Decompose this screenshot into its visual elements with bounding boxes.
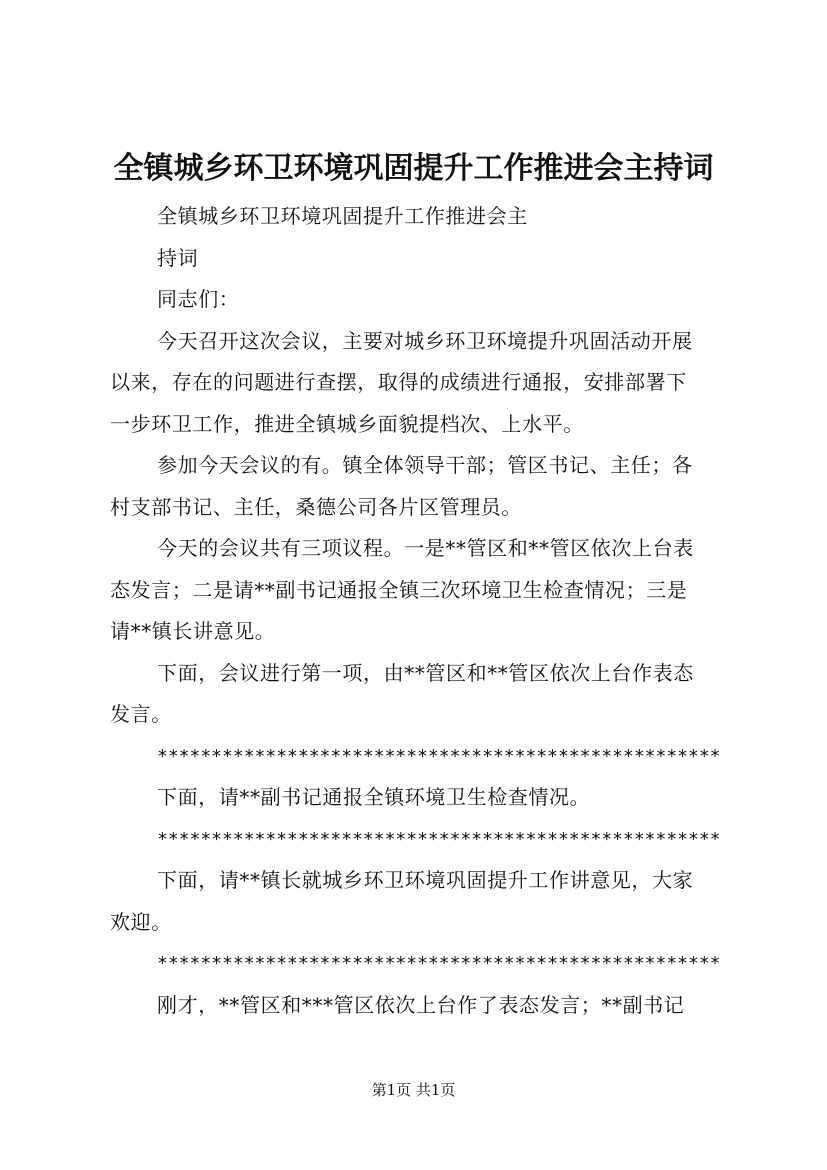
separator-line: **************************************************** bbox=[157, 828, 721, 850]
text-line: 下面，会议进行第一项，由**管区和**管区依次上台作表态 bbox=[157, 660, 694, 685]
page-footer: 第1页 共1页 bbox=[371, 1081, 456, 1099]
text-line: 以来，存在的问题进行查摆，取得的成绩进行通报，安排部署下 bbox=[110, 370, 687, 394]
separator-line: **************************************************** bbox=[157, 953, 721, 974]
document-title: 全镇城乡环卫环境巩固提升工作推进会主持词 bbox=[113, 151, 714, 186]
text-line: 发言。 bbox=[110, 702, 172, 726]
separator-line: **************************************************** bbox=[157, 745, 721, 767]
text-line: 一步环卫工作，推进全镇城乡面貌提档次、上水平。 bbox=[110, 411, 584, 436]
text-line: 请**镇长讲意见。 bbox=[110, 619, 276, 643]
text-line: 今天召开这次会议，主要对城乡环卫环境提升巩固活动开展 bbox=[157, 328, 693, 353]
text-line: 全镇城乡环卫环境巩固提升工作推进会主 bbox=[157, 204, 528, 228]
text-line: 下面，请**副书记通报全镇环境卫生检查情况。 bbox=[157, 785, 591, 809]
text-line: 下面，请**镇长就城乡环卫环境巩固提升工作讲意见，大家 bbox=[157, 868, 694, 892]
text-line: 欢迎。 bbox=[110, 909, 172, 934]
document-body bbox=[110, 196, 722, 1026]
text-line: 参加今天会议的有。镇全体领导干部；管区书记、主任；各 bbox=[157, 453, 693, 477]
text-line: 刚才，**管区和***管区依次上台作了表态发言；**副书记 bbox=[157, 992, 685, 1017]
text-line: 态发言；二是请**副书记通报全镇三次环境卫生检查情况；三是 bbox=[110, 577, 688, 602]
text-line: 持词 bbox=[157, 245, 199, 270]
text-line: 村支部书记、主任，桑德公司各片区管理员。 bbox=[110, 494, 522, 519]
text-line: 同志们： bbox=[157, 287, 240, 311]
text-line: 今天的会议共有三项议程。一是**管区和**管区依次上台表 bbox=[157, 536, 694, 560]
